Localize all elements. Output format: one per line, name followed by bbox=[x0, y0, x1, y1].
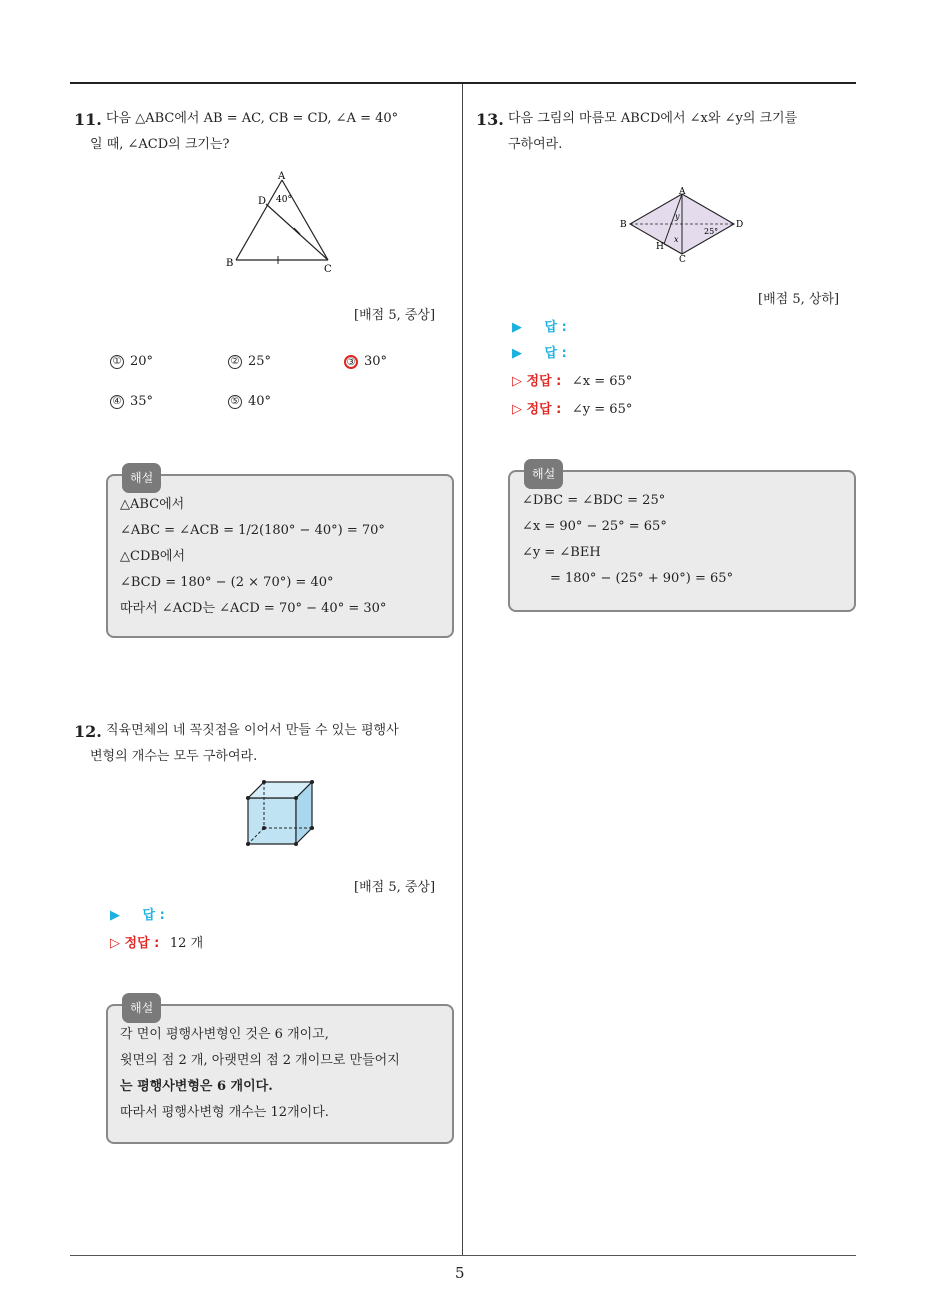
explanation-line: △ABC에서 bbox=[120, 497, 185, 512]
question-13-answer-row-1 bbox=[512, 316, 567, 335]
answer-label: 답 : bbox=[142, 908, 165, 923]
explanation-line: 각 면이 평행사변형인 것은 6 개이고, bbox=[120, 1027, 329, 1042]
correct-value-x: ∠x = 65° bbox=[571, 374, 633, 389]
page-number: 5 bbox=[455, 1264, 465, 1282]
question-13-line2: 구하여라. bbox=[508, 137, 563, 152]
explanation-line: ∠ABC = ∠ACB = 1/2(180° − 40°) = 70° bbox=[120, 523, 385, 538]
explanation-line: = 180° − (25° + 90°) = 65° bbox=[550, 571, 734, 586]
fig13-label-d: D bbox=[736, 220, 744, 230]
explanation-line: ∠DBC = ∠BDC = 25° bbox=[522, 493, 666, 508]
bottom-rule bbox=[70, 1255, 856, 1256]
choice-1-text: 20° bbox=[130, 354, 154, 369]
answer-label: 답 : bbox=[544, 320, 567, 335]
question-13-line1: 다음 그림의 마름모 ABCD에서 ∠x와 ∠y의 크기를 bbox=[508, 111, 798, 126]
explanation-line: 는 평행사변형은 6 개이다. bbox=[120, 1079, 273, 1094]
choice-4-text: 35° bbox=[130, 394, 154, 409]
fig11-label-d: D bbox=[258, 196, 267, 207]
question-13-number: 13. bbox=[476, 110, 504, 129]
fig13-angle-label: 25° bbox=[704, 227, 719, 236]
question-11-score: [배점 5, 중상] bbox=[354, 308, 436, 323]
answer-label: 답 : bbox=[544, 346, 567, 361]
question-11-triangle-figure bbox=[222, 170, 338, 276]
explanation-line: ∠y = ∠BEH bbox=[522, 545, 601, 560]
question-13-correct-row-2 bbox=[512, 398, 632, 417]
play-triangle-icon: ▶ bbox=[512, 346, 522, 361]
question-13-rhombus-figure bbox=[618, 186, 748, 262]
question-12-number: 12. bbox=[74, 722, 102, 741]
explanation-line: ∠x = 90° − 25° = 65° bbox=[522, 519, 667, 534]
fig13-label-b: B bbox=[620, 220, 627, 230]
column-divider bbox=[462, 84, 463, 1256]
fig13-label-c: C bbox=[679, 255, 686, 262]
play-triangle-icon: ▶ bbox=[110, 908, 120, 923]
correct-label: 정답 : bbox=[526, 374, 562, 389]
question-12-explanation bbox=[106, 1001, 454, 1144]
explanation-tab: 해설 bbox=[122, 463, 161, 493]
correct-value-y: ∠y = 65° bbox=[571, 402, 633, 417]
explanation-line: △CDB에서 bbox=[120, 549, 186, 564]
explanation-line: 윗면의 점 2 개, 아랫면의 점 2 개이므로 만들어지 bbox=[120, 1053, 400, 1068]
explanation-tab: 해설 bbox=[122, 993, 161, 1023]
play-triangle-icon: ▶ bbox=[512, 320, 522, 335]
choice-5-marker: ⑤ bbox=[228, 395, 242, 409]
choice-4-marker: ④ bbox=[110, 395, 124, 409]
outline-triangle-icon: ▷ bbox=[512, 402, 522, 417]
question-12-score: [배점 5, 중상] bbox=[354, 880, 436, 895]
fig11-angle-label: 40° bbox=[276, 195, 292, 205]
correct-label: 정답 : bbox=[124, 936, 160, 951]
explanation-line: 따라서 ∠ACD는 ∠ACD = 70° − 40° = 30° bbox=[120, 601, 387, 616]
choice-5-text: 40° bbox=[248, 394, 272, 409]
question-12-correct-row bbox=[110, 932, 203, 951]
question-13-answer-row-2 bbox=[512, 342, 567, 361]
question-12-answer-row bbox=[110, 904, 165, 923]
fig13-label-y: y bbox=[675, 212, 680, 221]
question-12-line1: 직육면체의 네 꼭짓점을 이어서 만들 수 있는 평행사 bbox=[106, 723, 399, 738]
outline-triangle-icon: ▷ bbox=[110, 936, 120, 951]
choice-3-marker: ③ bbox=[344, 355, 358, 369]
correct-label: 정답 : bbox=[526, 402, 562, 417]
question-11-line1: 다음 △ABC에서 AB = AC, CB = CD, ∠A = 40° bbox=[106, 111, 399, 126]
fig13-label-h: H bbox=[656, 242, 664, 252]
choice-2-marker: ② bbox=[228, 355, 242, 369]
choice-4[interactable] bbox=[110, 394, 153, 409]
explanation-line: 따라서 평행사변형 개수는 12개이다. bbox=[120, 1105, 329, 1120]
fig11-label-c: C bbox=[324, 264, 332, 275]
question-13-score: [배점 5, 상하] bbox=[758, 292, 840, 307]
fig13-label-x: x bbox=[674, 235, 679, 244]
choice-5[interactable] bbox=[228, 394, 271, 409]
question-11-number: 11. bbox=[74, 110, 102, 129]
question-13-correct-row-1 bbox=[512, 370, 632, 389]
explanation-tab: 해설 bbox=[524, 459, 563, 489]
choice-1[interactable] bbox=[110, 354, 153, 369]
correct-value: 12 개 bbox=[169, 936, 204, 951]
question-11-line2: 일 때, ∠ACD의 크기는? bbox=[90, 137, 230, 152]
choice-1-marker: ① bbox=[110, 355, 124, 369]
choice-2[interactable] bbox=[228, 354, 271, 369]
question-13-explanation bbox=[508, 467, 856, 612]
question-12-cuboid-figure bbox=[240, 776, 320, 850]
choice-2-text: 25° bbox=[248, 354, 272, 369]
question-12-line2: 변형의 개수는 모두 구하여라. bbox=[90, 749, 258, 764]
fig11-label-b: B bbox=[226, 258, 234, 269]
choice-3[interactable] bbox=[344, 354, 387, 369]
choice-3-text: 30° bbox=[364, 354, 388, 369]
explanation-line: ∠BCD = 180° − (2 × 70°) = 40° bbox=[120, 575, 334, 590]
top-rule bbox=[70, 82, 856, 84]
outline-triangle-icon: ▷ bbox=[512, 374, 522, 389]
fig13-label-a: A bbox=[679, 187, 686, 197]
question-11-explanation bbox=[106, 471, 454, 638]
fig11-label-a: A bbox=[278, 171, 286, 182]
